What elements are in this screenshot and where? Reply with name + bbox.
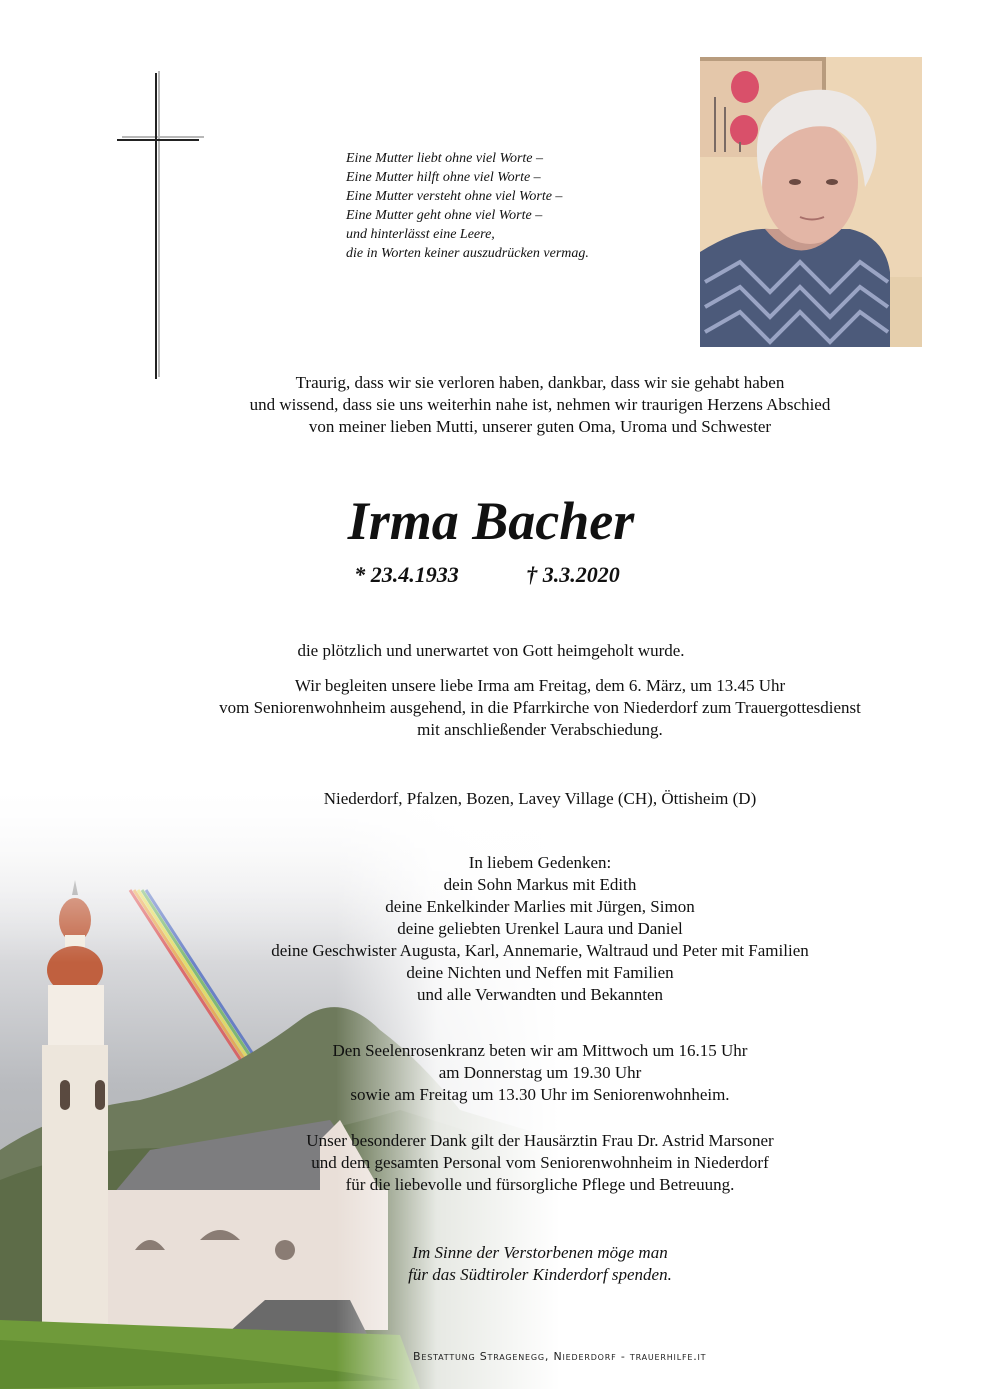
donation-note xyxy=(100,1242,980,1286)
poem-line: Eine Mutter geht ohne viel Worte – xyxy=(346,208,543,223)
rosary-line: am Donnerstag um 19.30 Uhr xyxy=(438,1063,642,1082)
poem xyxy=(346,149,666,263)
funeral-line: Wir begleiten unsere liebe Irma am Freitag, dem 6. März, um 13.45 Uhr xyxy=(294,676,786,695)
intro-line: und wissend, dass sie uns weiterhin nahe ist, nehmen wir traurigen Herzens Abschied xyxy=(249,395,831,414)
thanks-line: und dem gesamten Personal vom Seniorenwohnheim in Niederdorf xyxy=(311,1153,769,1172)
mourner-line: dein Sohn Markus mit Edith xyxy=(443,875,637,894)
places-line: Niederdorf, Pfalzen, Bozen, Lavey Village (CH), Öttisheim (D) xyxy=(323,789,757,808)
poem-line: und hinterlässt eine Leere, xyxy=(346,227,495,242)
cross-shadow-horizontal xyxy=(122,136,204,138)
birth-date: * 23.4.1933 xyxy=(354,562,459,587)
death-statement: die plötzlich und unerwartet von Gott heimgeholt wurde. xyxy=(297,641,685,660)
mourner-line: deine Enkelkinder Marlies mit Jürgen, Simon xyxy=(385,897,695,916)
intro-line: Traurig, dass wir sie verloren haben, dankbar, dass wir sie gehabt haben xyxy=(295,373,785,392)
cross-horizontal xyxy=(117,139,199,141)
death-date: † 3.3.2020 xyxy=(526,562,620,587)
donation-line: Im Sinne der Verstorbenen möge man xyxy=(412,1243,668,1262)
portrait-illustration xyxy=(700,57,922,347)
funeral-line: vom Seniorenwohnheim ausgehend, in die Pfarrkirche von Niederdorf zum Trauergottesdienst xyxy=(219,698,861,717)
thanks-paragraph xyxy=(100,1130,980,1196)
poem-line: Eine Mutter versteht ohne viel Worte – xyxy=(346,189,563,204)
poem-line: Eine Mutter liebt ohne viel Worte – xyxy=(346,151,543,166)
mourner-line: deine geliebten Urenkel Laura und Daniel xyxy=(397,919,683,938)
deceased-name: Irma Bacher xyxy=(347,491,635,551)
funeral-home-footer: Bestattung Stragenegg, Niederdorf - trauerhilfe.it xyxy=(413,1350,707,1363)
intro-line: von meiner lieben Mutti, unserer guten Oma, Uroma und Schwester xyxy=(308,417,772,436)
mourner-line: und alle Verwandten und Bekannten xyxy=(416,985,664,1004)
rosary-paragraph xyxy=(100,1040,980,1106)
thanks-line: für die liebevolle und fürsorgliche Pflege und Betreuung. xyxy=(345,1175,735,1194)
mourners-list xyxy=(100,852,980,1006)
mourners-heading: In liebem Gedenken: xyxy=(468,853,612,872)
cross-shadow-vertical xyxy=(158,71,160,377)
portrait-photo xyxy=(700,57,922,347)
mourner-line: deine Geschwister Augusta, Karl, Annemarie, Waltraud und Peter mit Familien xyxy=(271,941,809,960)
intro-paragraph xyxy=(100,372,980,438)
mourner-line: deine Nichten und Neffen mit Familien xyxy=(406,963,674,982)
life-dates xyxy=(0,562,982,588)
rosary-line: Den Seelenrosenkranz beten wir am Mittwoch um 16.15 Uhr xyxy=(332,1041,748,1060)
thanks-line: Unser besonderer Dank gilt der Hausärztin Frau Dr. Astrid Marsoner xyxy=(306,1131,774,1150)
rosary-line: sowie am Freitag um 13.30 Uhr im Seniorenwohnheim. xyxy=(350,1085,730,1104)
donation-line: für das Südtiroler Kinderdorf spenden. xyxy=(408,1265,672,1284)
funeral-line: mit anschließender Verabschiedung. xyxy=(417,720,663,739)
funeral-paragraph xyxy=(100,675,980,741)
poem-line: die in Worten keiner auszudrücken vermag. xyxy=(346,246,589,261)
cross-vertical xyxy=(155,73,157,379)
poem-line: Eine Mutter hilft ohne viel Worte – xyxy=(346,170,541,185)
